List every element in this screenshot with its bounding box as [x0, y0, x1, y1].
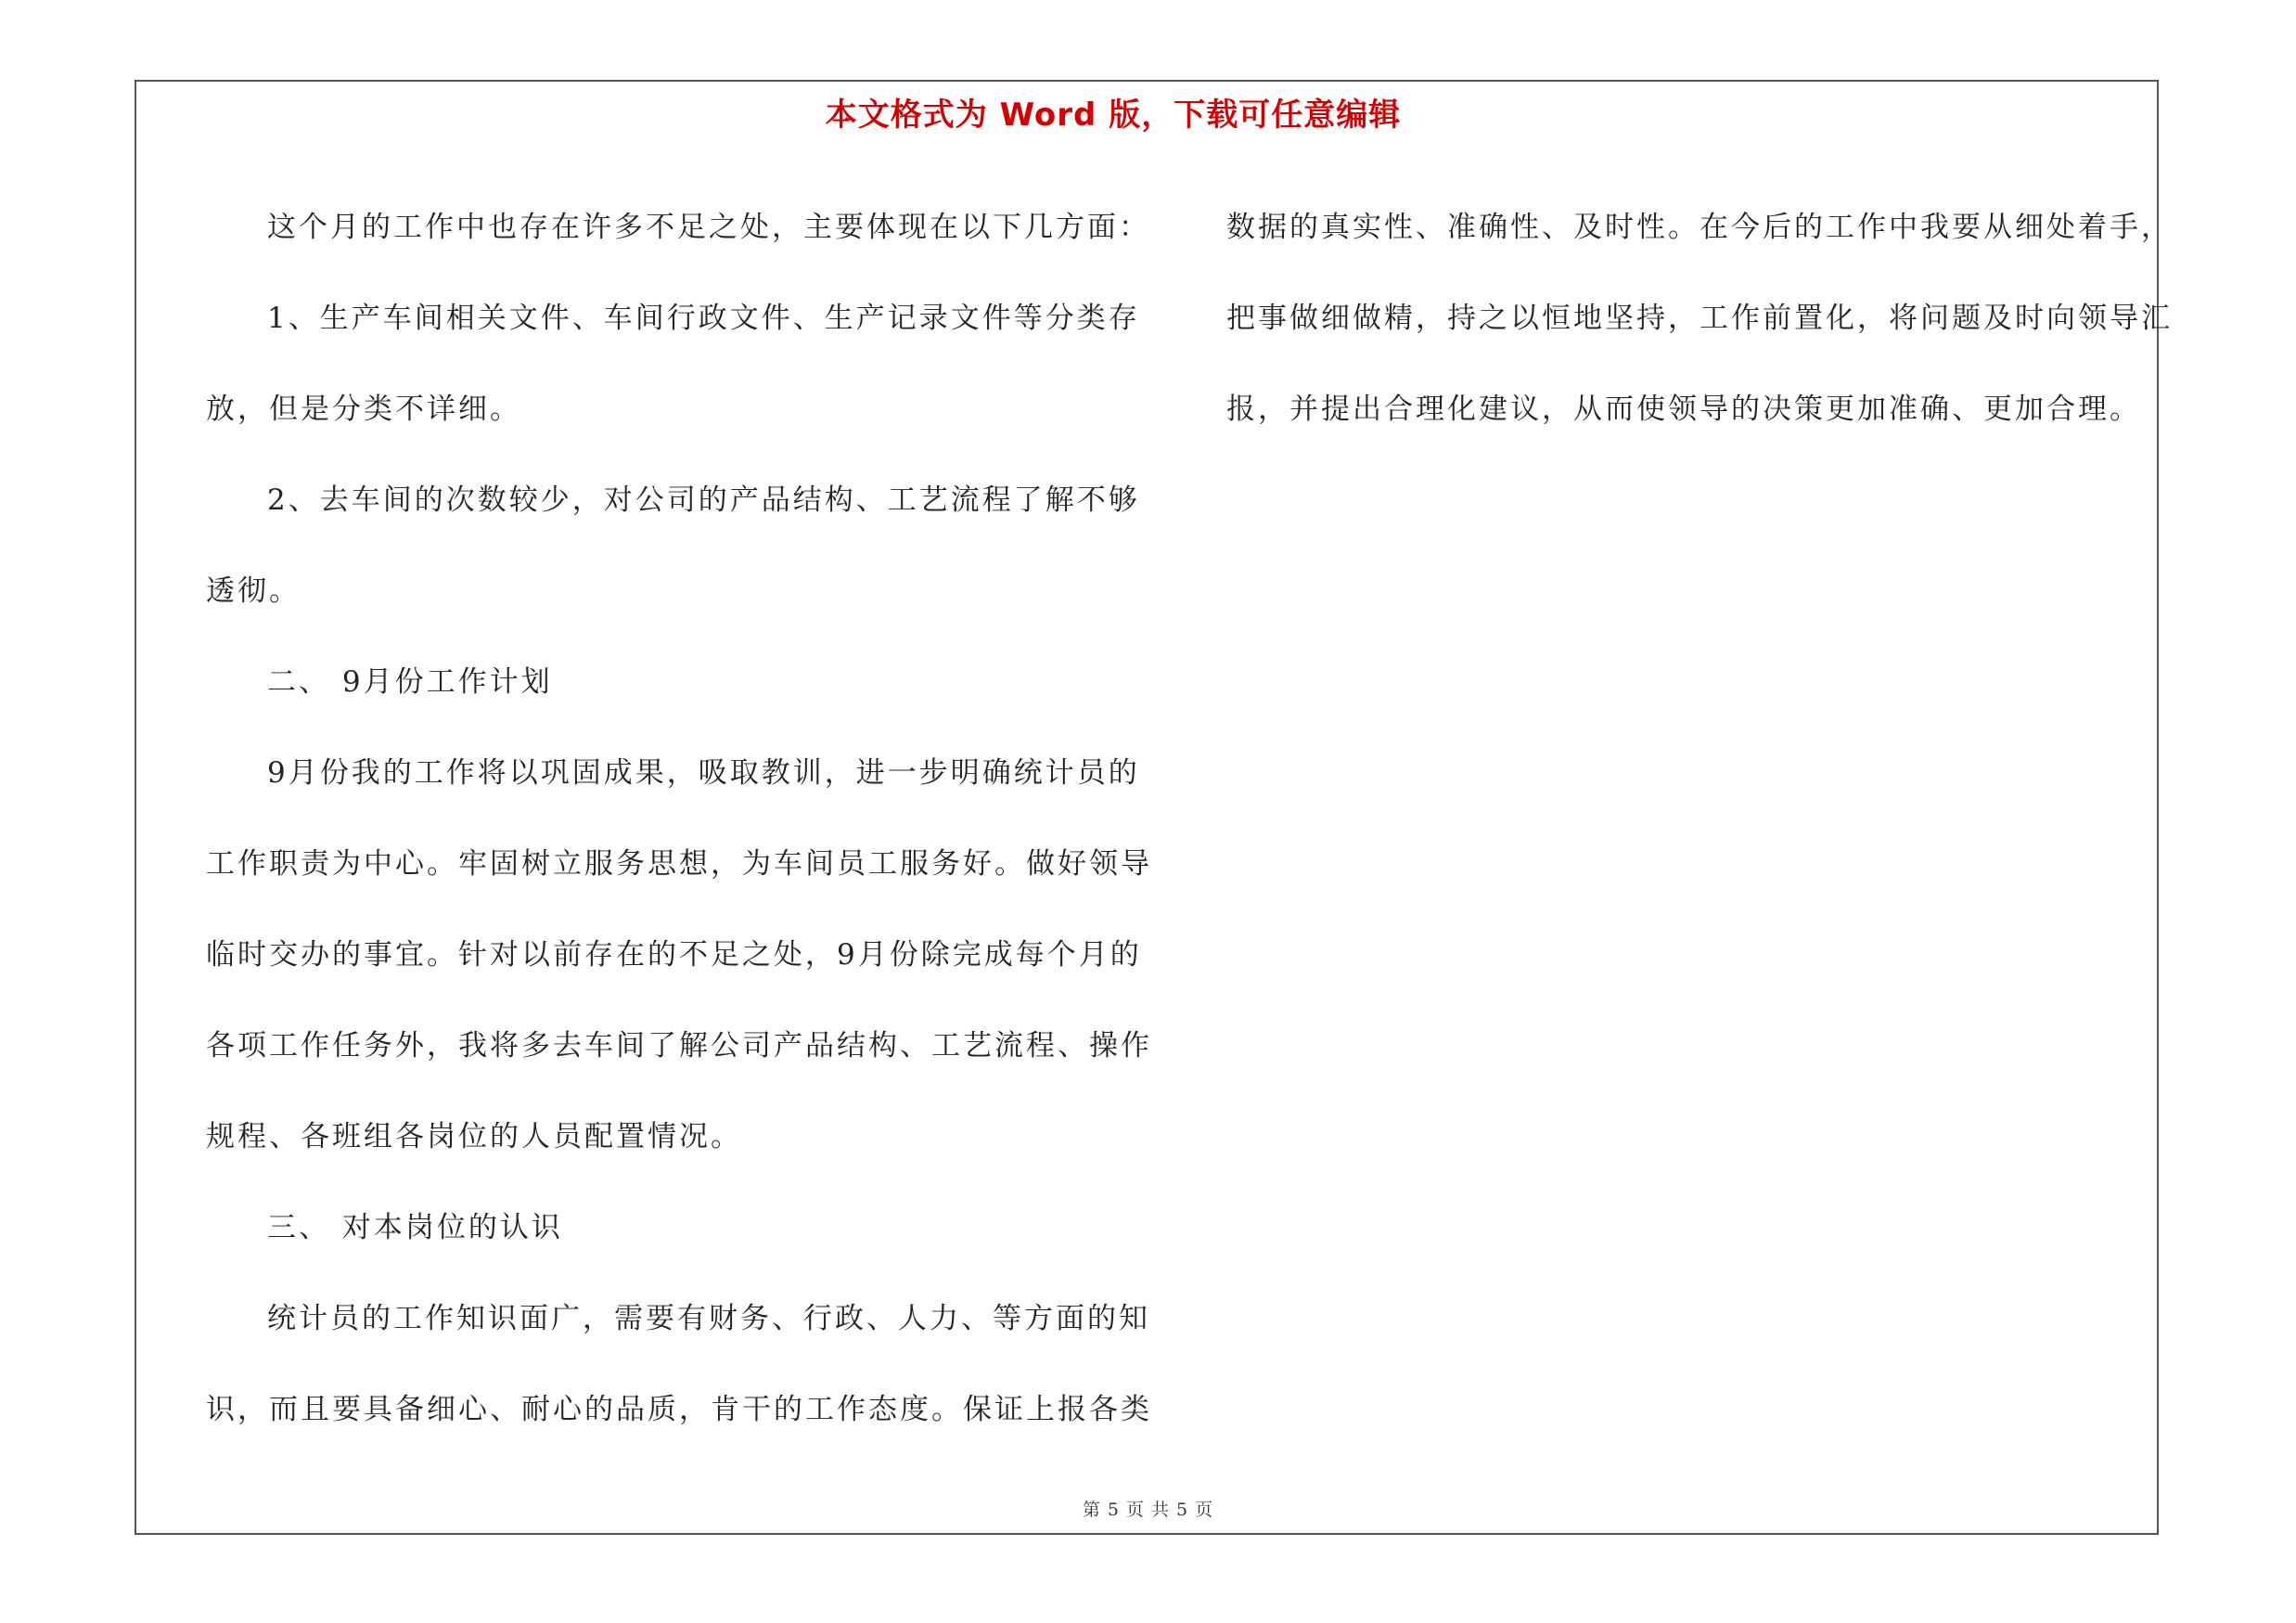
paragraph-line: 把事做细做精，持之以恒地坚持，工作前置化，将问题及时向领导汇	[1226, 302, 2173, 335]
section-heading: 二、 9月份工作计划	[267, 665, 553, 699]
paragraph-line: 放，但是分类不详细。	[206, 393, 521, 426]
paragraph-line: 统计员的工作知识面广，需要有财务、行政、人力、等方面的知	[267, 1302, 1150, 1335]
right-text-column	[1226, 182, 2173, 455]
paragraph-line: 1、生产车间相关文件、车间行政文件、生产记录文件等分类存	[267, 302, 1140, 335]
section-heading: 三、 对本岗位的认识	[267, 1211, 563, 1244]
paragraph-line: 临时交办的事宜。针对以前存在的不足之处，9月份除完成每个月的	[206, 938, 1142, 972]
paragraph-line: 规程、各班组各岗位的人员配置情况。	[206, 1120, 742, 1153]
paragraph-line: 数据的真实性、准确性、及时性。在今后的工作中我要从细处着手，	[1226, 211, 2173, 244]
paragraph-line: 工作职责为中心。牢固树立服务思想，为车间员工服务好。做好领导	[206, 847, 1152, 881]
paragraph-line: 2、去车间的次数较少，对公司的产品结构、工艺流程了解不够	[267, 483, 1140, 517]
paragraph-line: 透彻。	[206, 574, 301, 608]
paragraph-line: 识，而且要具备细心、耐心的品质，肯干的工作态度。保证上报各类	[206, 1393, 1152, 1426]
format-notice-banner: 本文格式为 Word 版，下载可任意编辑	[825, 97, 1402, 134]
left-text-column	[206, 182, 1152, 1455]
paragraph-line: 9月份我的工作将以巩固成果，吸取教训，进一步明确统计员的	[267, 756, 1140, 790]
paragraph-line: 各项工作任务外，我将多去车间了解公司产品结构、工艺流程、操作	[206, 1029, 1152, 1063]
paragraph-line: 报，并提出合理化建议，从而使领导的决策更加准确、更加合理。	[1226, 393, 2141, 426]
paragraph-line: 这个月的工作中也存在许多不足之处，主要体现在以下几方面：	[267, 211, 1150, 244]
page-number: 第 5 页 共 5 页	[1082, 1500, 1214, 1520]
